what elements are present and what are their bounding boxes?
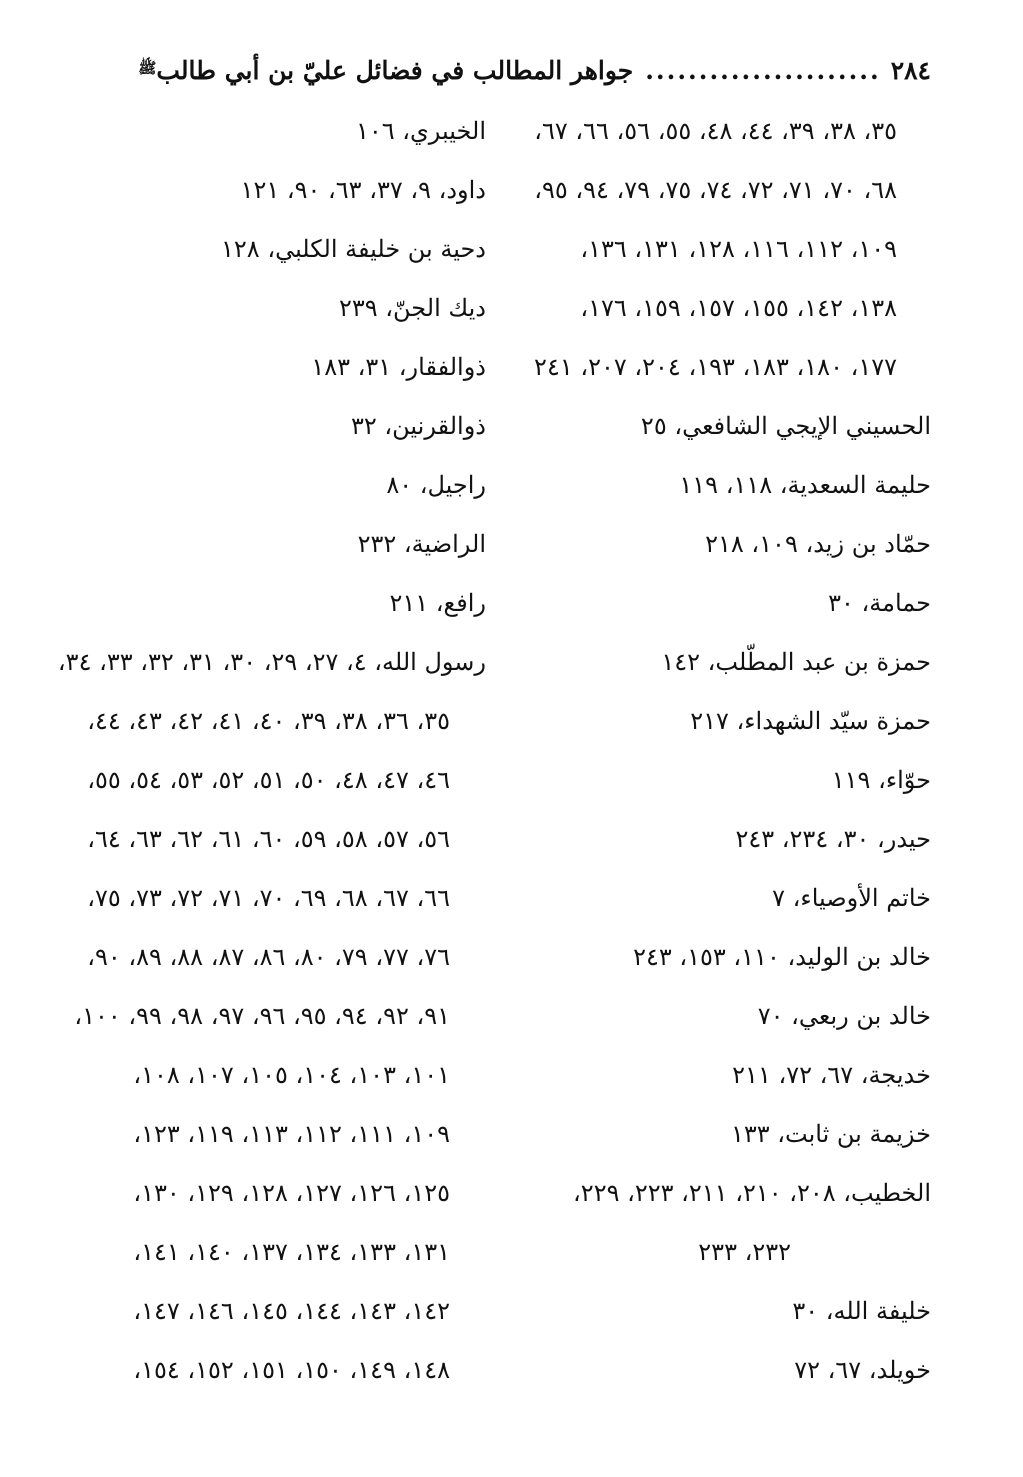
running-header [92,46,931,94]
index-entry: حمزة بن عبد المطّلب، ١٤٢ [661,648,931,676]
honorific-glyph: ﷺ [138,59,157,77]
index-entry: راجيل، ٨٠ [386,471,486,499]
book-title: جواهر المطالب في فضائل عليّ بن أبي طالب [156,55,634,85]
index-entry: ٤٦، ٤٧، ٤٨، ٥٠، ٥١، ٥٢، ٥٣، ٥٤، ٥٥، [87,766,450,794]
index-entry: خديجة، ٦٧، ٧٢، ٢١١ [732,1061,931,1089]
index-entry: ١٤٨، ١٤٩، ١٥٠، ١٥١، ١٥٢، ١٥٤، [133,1356,450,1384]
index-entry: حمامة، ٣٠ [828,589,931,617]
page-number: ٢٨٤ [890,55,931,85]
index-entry: الراضية، ٢٣٢ [357,530,486,558]
index-entry: ٢٣٢، ٢٣٣ [698,1238,791,1266]
index-entry: حمّاد بن زيد، ١٠٩، ٢١٨ [705,530,931,558]
index-entry: خالد بن ربعي، ٧٠ [757,1002,931,1030]
index-entry: ١٣٨، ١٤٢، ١٥٥، ١٥٧، ١٥٩، ١٧٦، [580,294,897,322]
index-entry: ١٤٢، ١٤٣، ١٤٤، ١٤٥، ١٤٦، ١٤٧، [133,1297,450,1325]
index-entry: رافع، ٢١١ [389,589,486,617]
index-column-left [57,102,486,1400]
index-entry: خويلد، ٦٧، ٧٢ [794,1356,931,1384]
index-entry: ١٠٩، ١١١، ١١٢، ١١٣، ١١٩، ١٢٣، [133,1120,450,1148]
index-entry: حوّاء، ١١٩ [831,766,931,794]
index-entry: ٣٥، ٣٦، ٣٨، ٣٩، ٤٠، ٤١، ٤٢، ٤٣، ٤٤، [87,707,450,735]
index-entry: داود، ٩، ٣٧، ٦٣، ٩٠، ١٢١ [240,176,486,204]
index-entry: الخطيب، ٢٠٨، ٢١٠، ٢١١، ٢٢٣، ٢٢٩، [573,1179,931,1207]
index-entry: ١٠١، ١٠٣، ١٠٤، ١٠٥، ١٠٧، ١٠٨، [133,1061,450,1089]
index-entry: خاتم الأوصياء، ٧ [772,884,931,912]
index-entry: دحية بن خليفة الكلبي، ١٢٨ [221,235,486,263]
index-entry: ١٧٧، ١٨٠، ١٨٣، ١٩٣، ٢٠٤، ٢٠٧، ٢٤١ [534,353,897,381]
index-entry: حمزة سيّد الشهداء، ٢١٧ [690,707,931,735]
index-entry: ذوالفقار، ٣١، ١٨٣ [311,353,486,381]
index-entry: ٦٨، ٧٠، ٧١، ٧٢، ٧٤، ٧٥، ٧٩، ٩٤، ٩٥، [534,176,897,204]
index-entry: ٧٦، ٧٧، ٧٩، ٨٠، ٨٦، ٨٧، ٨٨، ٨٩، ٩٠، [87,943,450,971]
index-entry: ١٢٥، ١٢٦، ١٢٧، ١٢٨، ١٢٩، ١٣٠، [133,1179,450,1207]
index-entry: خزيمة بن ثابت، ١٣٣ [731,1120,931,1148]
index-entry: خليفة الله، ٣٠ [792,1297,931,1325]
index-entry: ٦٦، ٦٧، ٦٨، ٦٩، ٧٠، ٧١، ٧٢، ٧٣، ٧٥، [87,884,450,912]
index-entry: الخيبري، ١٠٦ [355,117,486,145]
index-entry: حيدر، ٣٠، ٢٣٤، ٢٤٣ [735,825,931,853]
index-entry: حليمة السعدية، ١١٨، ١١٩ [679,471,931,499]
index-entry: خالد بن الوليد، ١١٠، ١٥٣، ٢٤٣ [633,943,931,971]
index-entry: ٥٦، ٥٧، ٥٨، ٥٩، ٦٠، ٦١، ٦٢، ٦٣، ٦٤، [87,825,450,853]
index-entry: ديك الجنّ، ٢٣٩ [338,294,486,322]
index-entry: ٣٥، ٣٨، ٣٩، ٤٤، ٤٨، ٥٥، ٥٦، ٦٦، ٦٧، [534,117,897,145]
index-entry: ٩١، ٩٢، ٩٤، ٩٥، ٩٦، ٩٧، ٩٨، ٩٩، ١٠٠، [74,1002,450,1030]
header-leader-dots: ...................... [645,55,881,85]
index-entry: ١٠٩، ١١٢، ١١٦، ١٢٨، ١٣١، ١٣٦، [580,235,897,263]
index-entry: رسول الله، ٤، ٢٧، ٢٩، ٣٠، ٣١، ٣٢، ٣٣، ٣٤، [57,648,486,676]
index-entry: ذوالقرنين، ٣٢ [351,412,486,440]
index-column-right [521,102,931,1400]
index-entry: ١٣١، ١٣٣، ١٣٤، ١٣٧، ١٤٠، ١٤١، [133,1238,450,1266]
index-entry: الحسيني الإيجي الشافعي، ٢٥ [640,412,931,440]
